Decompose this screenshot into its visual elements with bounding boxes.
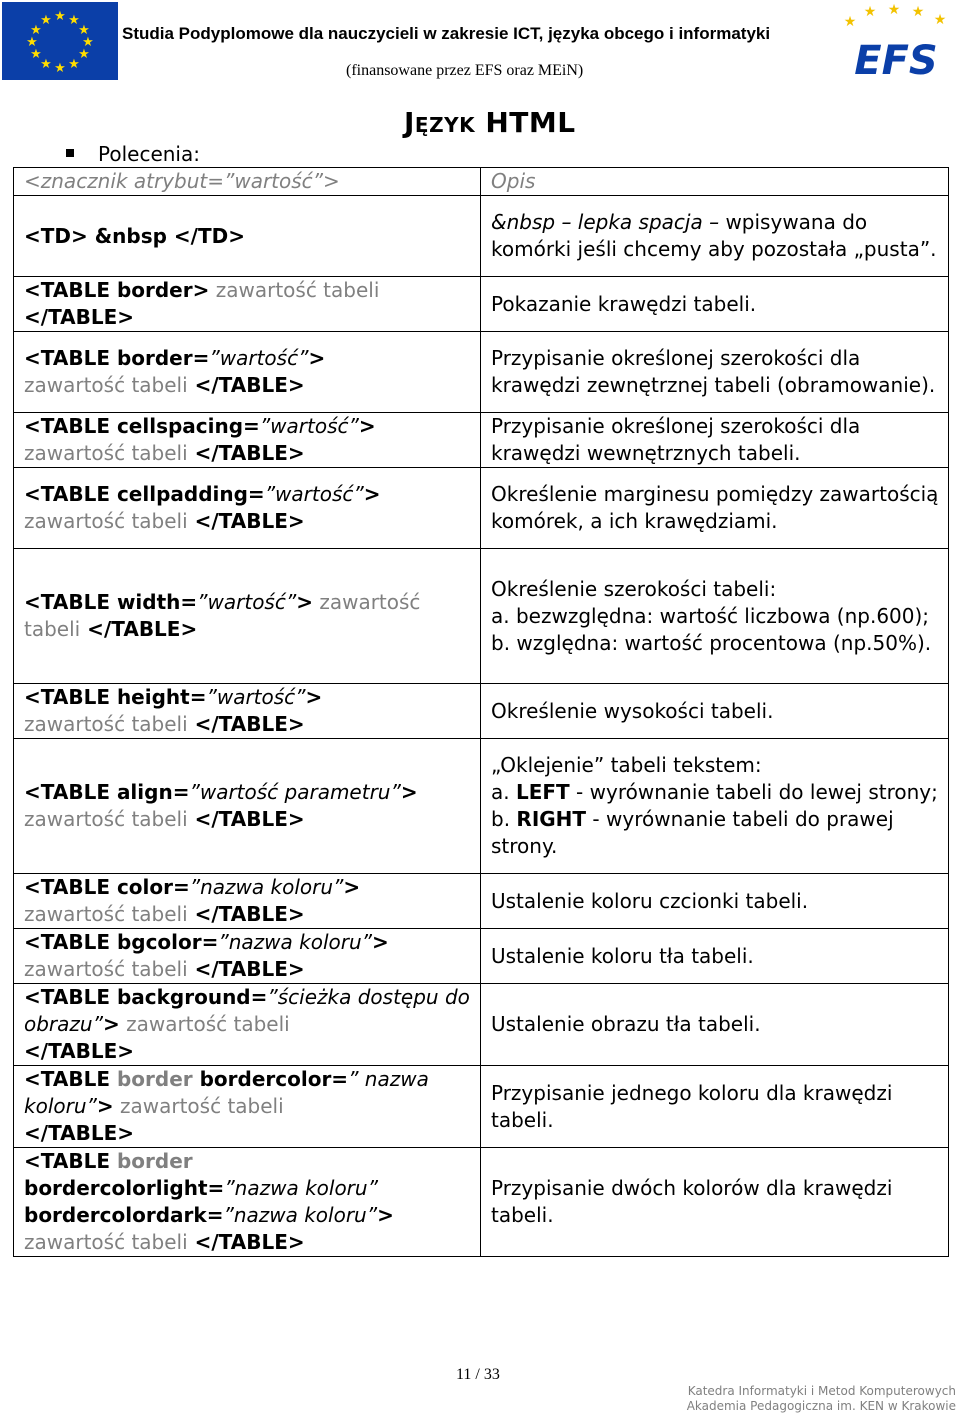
syntax-close-tag: </TABLE>	[187, 902, 305, 926]
syntax-attribute-gray: border	[116, 1149, 193, 1173]
svg-text:★: ★	[82, 35, 94, 50]
syntax-value: ”wartość”	[209, 346, 309, 370]
title-first-letter: J	[404, 106, 415, 139]
efs-logo	[836, 2, 956, 80]
syntax-tag: <TABLE align=	[24, 780, 190, 804]
description-keyword: LEFT	[515, 780, 570, 804]
syntax-tag: <TABLE cellspacing=	[24, 414, 260, 438]
description-line: Określenie szerokości tabeli:	[491, 576, 777, 601]
syntax-tag: <TD> &nbsp </TD>	[24, 223, 245, 248]
description-cell	[481, 739, 949, 874]
header-cell-syntax: <znacznik atrybut=”wartość”>	[14, 168, 481, 196]
syntax-value: ”nazwa koloru”	[223, 1203, 378, 1227]
syntax-content: zawartość tabeli	[24, 957, 188, 981]
footer-university: Akademia Pedagogiczna im. KEN w Krakowie	[686, 1399, 956, 1413]
html-table-commands	[13, 167, 949, 1257]
description-line: a. bezwzględna: wartość liczbowa (np.600);	[491, 603, 930, 628]
syntax-value: ”wartość”	[197, 590, 297, 614]
syntax-content: zawartość tabeli	[24, 509, 188, 533]
syntax-cell	[14, 413, 481, 468]
svg-text:★: ★	[54, 9, 66, 24]
description-text: wpisywana do komórki jeśli chcemy aby pozostała „pusta”.	[491, 210, 937, 261]
svg-text:★: ★	[40, 57, 52, 72]
table-row	[14, 984, 949, 1066]
description-keyword: RIGHT	[516, 807, 587, 831]
svg-text:★: ★	[911, 4, 925, 20]
svg-text:★: ★	[933, 12, 947, 28]
svg-text:★: ★	[30, 23, 42, 38]
syntax-attribute: bordercolorlight=	[24, 1176, 225, 1200]
svg-text:★: ★	[78, 47, 90, 62]
syntax-value: ”wartość parametru”	[189, 780, 401, 804]
syntax-attribute-gray: border	[116, 1067, 193, 1091]
description-cell	[481, 549, 949, 684]
syntax-close-tag: </TABLE>	[187, 1230, 305, 1254]
syntax-tag: <TABLE height=	[24, 685, 207, 709]
description-line: - wyrównanie tabeli do lewej strony;	[569, 780, 938, 804]
syntax-cell	[14, 1066, 481, 1148]
syntax-value: ”wartość”	[206, 685, 306, 709]
table-row	[14, 1148, 949, 1257]
syntax-content: zawartość tabeli	[24, 590, 421, 641]
syntax-close-tag: </TABLE>	[24, 305, 135, 329]
table-header-row	[14, 168, 949, 196]
svg-text:★: ★	[887, 2, 901, 18]
syntax-tag-end: >	[363, 482, 381, 506]
syntax-content: zawartość tabeli	[24, 807, 188, 831]
svg-text:★: ★	[30, 47, 42, 62]
syntax-content: zawartość tabeli	[24, 902, 188, 926]
description-line: - wyrównanie tabeli do prawej strony.	[491, 807, 894, 858]
description-term: &nbsp – lepka spacja –	[491, 210, 720, 234]
syntax-value: ”nazwa koloru”	[224, 1176, 378, 1200]
description-cell: Ustalenie koloru czcionki tabeli.	[481, 874, 949, 929]
table-row	[14, 874, 949, 929]
syntax-close-tag: </TABLE>	[187, 712, 305, 736]
table-row	[14, 739, 949, 874]
syntax-cell	[14, 277, 481, 332]
svg-text:★: ★	[26, 35, 38, 50]
syntax-tag: <TABLE	[24, 1149, 117, 1173]
eu-flag-logo	[2, 2, 118, 80]
description-cell: Przypisanie dwóch kolorów dla krawędzi tabeli.	[481, 1148, 949, 1257]
table-row	[14, 929, 949, 984]
description-cell: Ustalenie obrazu tła tabeli.	[481, 984, 949, 1066]
syntax-tag-end: >	[305, 685, 323, 709]
syntax-value: ”nazwa koloru”	[218, 930, 373, 954]
syntax-tag-end: >	[358, 414, 376, 438]
syntax-attribute: bordercolor=	[192, 1067, 349, 1091]
syntax-tag: <TABLE	[24, 1067, 117, 1091]
syntax-tag: <TABLE color=	[24, 875, 190, 899]
syntax-cell	[14, 684, 481, 739]
syntax-cell	[14, 332, 481, 413]
svg-text:★: ★	[40, 13, 52, 28]
syntax-tag-end: >	[400, 780, 418, 804]
syntax-content: zawartość tabeli	[24, 373, 188, 397]
svg-text:★: ★	[78, 23, 90, 38]
description-cell: Przypisanie określonej szerokości dla krawędzi zewnętrznej tabeli (obramowanie).	[481, 332, 949, 413]
syntax-value: ”nazwa koloru”	[189, 875, 344, 899]
syntax-cell	[14, 549, 481, 684]
syntax-close-tag: </TABLE>	[187, 509, 305, 533]
svg-text:★: ★	[54, 61, 66, 76]
syntax-cell	[14, 739, 481, 874]
title-smallcaps: ĘZYK	[414, 113, 476, 137]
syntax-tag: <TABLE cellpadding=	[24, 482, 265, 506]
table-row	[14, 332, 949, 413]
description-prefix: a.	[491, 780, 516, 804]
syntax-close-tag: </TABLE>	[187, 373, 305, 397]
syntax-attribute: bordercolordark=	[24, 1203, 224, 1227]
syntax-cell	[14, 929, 481, 984]
page-number: 11 / 33	[456, 1366, 500, 1383]
description-cell: Przypisanie jednego koloru dla krawędzi tabeli.	[481, 1066, 949, 1148]
description-prefix: b.	[491, 807, 517, 831]
description-cell: Pokazanie krawędzi tabeli.	[481, 277, 949, 332]
table-row	[14, 1066, 949, 1148]
title-rest: HTML	[475, 106, 576, 139]
description-line: b. względna: wartość procentowa (np.50%).	[491, 630, 932, 655]
svg-text:★: ★	[68, 13, 80, 28]
description-cell: Określenie wysokości tabeli.	[481, 684, 949, 739]
table-row	[14, 549, 949, 684]
section-heading	[66, 142, 200, 166]
syntax-tag: <TABLE background=	[24, 985, 268, 1009]
svg-text:★: ★	[863, 4, 877, 20]
syntax-close-tag: </TABLE>	[80, 617, 198, 641]
table-row	[14, 196, 949, 277]
syntax-content: zawartość tabeli	[119, 1012, 290, 1036]
header-subtitle: (finansowane przez EFS oraz MEiN)	[346, 62, 584, 79]
table-row	[14, 468, 949, 549]
syntax-tag: <TABLE width=	[24, 590, 198, 614]
syntax-cell	[14, 468, 481, 549]
syntax-content: zawartość tabeli	[209, 278, 380, 302]
syntax-tag: <TABLE border>	[24, 278, 210, 302]
syntax-tag-end: >	[372, 930, 389, 954]
syntax-tag-end: >	[308, 346, 326, 370]
svg-text:★: ★	[68, 57, 80, 72]
syntax-value: ”ścieżka dostępu do obrazu”	[24, 985, 470, 1036]
section-label: Polecenia:	[98, 142, 200, 166]
header-cell-description: Opis	[481, 168, 949, 196]
syntax-value: ” nazwa koloru”	[24, 1067, 429, 1118]
syntax-cell	[14, 196, 481, 277]
syntax-tag: <TABLE bgcolor=	[24, 930, 219, 954]
description-cell	[481, 196, 949, 277]
syntax-close-tag: </TABLE>	[24, 1121, 135, 1145]
syntax-content: zawartość tabeli	[24, 441, 188, 465]
header-title: Studia Podyplomowe dla nauczycieli w zakresie ICT, języka obcego i informatyki	[122, 24, 771, 43]
syntax-tag-end: >	[102, 1012, 120, 1036]
syntax-content: zawartość tabeli	[24, 712, 188, 736]
syntax-content: zawartość tabeli	[24, 1230, 188, 1254]
syntax-close-tag: </TABLE>	[24, 1039, 135, 1063]
document-title	[404, 106, 576, 139]
footer-department: Katedra Informatyki i Metod Komputerowych	[687, 1384, 956, 1398]
bullet-icon	[66, 149, 74, 157]
table-row	[14, 684, 949, 739]
syntax-close-tag: </TABLE>	[187, 441, 305, 465]
syntax-close-tag: </TABLE>	[187, 807, 305, 831]
syntax-content: zawartość tabeli	[113, 1094, 284, 1118]
efs-logo-text: EFS	[854, 38, 938, 80]
table-row	[14, 413, 949, 468]
syntax-cell	[14, 984, 481, 1066]
syntax-tag: <TABLE border=	[24, 346, 210, 370]
description-cell: Określenie marginesu pomiędzy zawartością komórek, a ich krawędziami.	[481, 468, 949, 549]
syntax-tag-end: >	[377, 1203, 394, 1227]
syntax-close-tag: </TABLE>	[187, 957, 305, 981]
syntax-value: ”wartość”	[264, 482, 364, 506]
syntax-cell	[14, 1148, 481, 1257]
syntax-value: ”wartość”	[259, 414, 359, 438]
syntax-cell	[14, 874, 481, 929]
description-cell: Przypisanie określonej szerokości dla krawędzi wewnętrznych tabeli.	[481, 413, 949, 468]
description-cell: Ustalenie koloru tła tabeli.	[481, 929, 949, 984]
description-line: „Oklejenie” tabeli tekstem:	[491, 753, 762, 777]
syntax-tag-end: >	[343, 875, 361, 899]
svg-text:★: ★	[843, 14, 857, 30]
syntax-tag-end: >	[296, 590, 313, 614]
syntax-tag-end: >	[96, 1094, 114, 1118]
table-row	[14, 277, 949, 332]
